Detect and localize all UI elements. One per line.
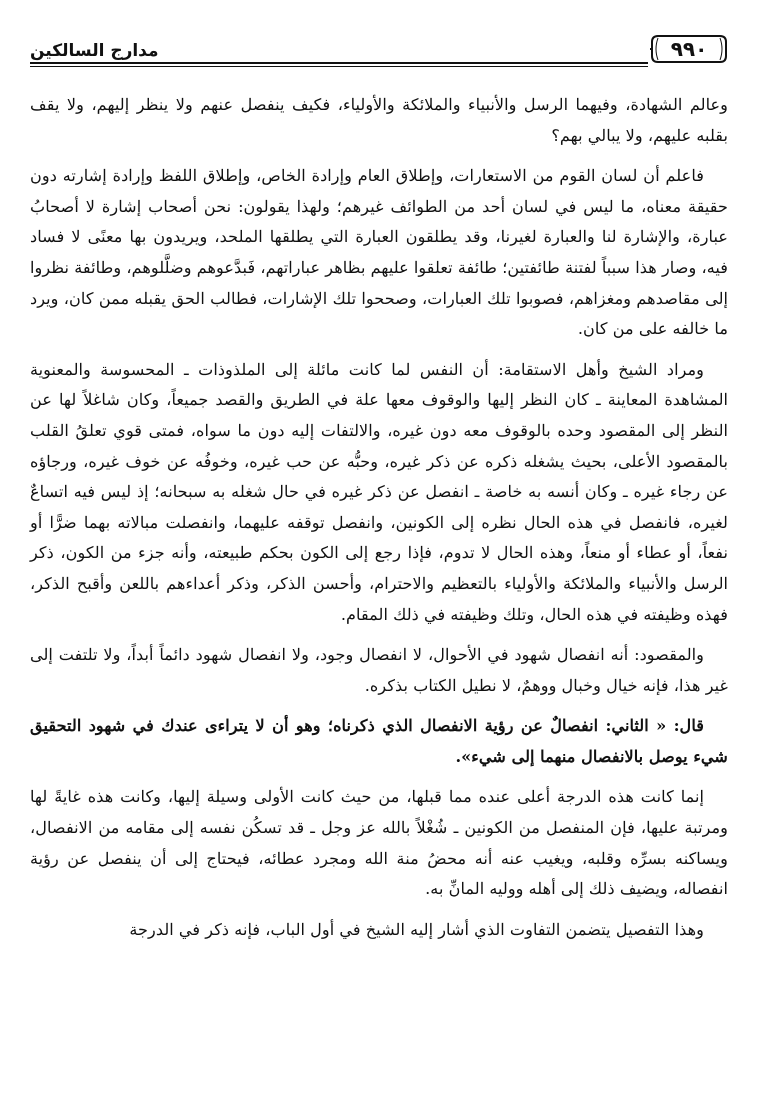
- body-text: [30, 90, 728, 955]
- running-title: مدارج السالكين: [30, 41, 159, 61]
- page-number-frame: [650, 34, 728, 64]
- paragraph: إنما كانت هذه الدرجة أعلى عنده مما قبلها، من حيث كانت الأولى وسيلة إليها، وكانت هذه غايةً لها ومرتبة عليها، فإن المنفصل من الكونين ـ شُغْلاً بالله عز وجل ـ قد تسكُن نفسه إلى مقامه من الانفصال، ويساكنه بسرِّه وقلبه، ويغيب عنه أنه محضُ منة الله ومجرد عطائه، فيحتاج إلى أن ينفصل عن رؤية انفصاله، ويضيف ذلك إلى أهله ووليه المانِّ به.: [30, 787, 728, 899]
- paragraph: فاعلم أن لسان القوم من الاستعارات، وإطلاق العام وإرادة الخاص، وإطلاق اللفظ وإرادة إشارته دون حقيقة معناه، ما ليس في لسان أحد من الطوائف غيرهم؛ ولهذا يقولون: نحن أصحاب إشارة لا أصحابُ عبارة، والإشارة لنا والعبارة لغيرنا، وقد يطلقون العبارة التي يطلقها الملحد، ويريدون بها معنًى لا فساد فيه، وصار هذا سبباً لفتنة طائفتين؛ طائفة تعلقوا عليهم بظاهر عباراتهم، فَبدَّعوهم وضلَّلوهم، وطائفة نظروا إلى مقاصدهم ومغزاهم، فصوبوا تلك العبارات، وصححوا تلك الإشارات، فطالب الحق يقبله ممن كان، ويرد ما خالفه على من كان.: [30, 166, 729, 339]
- book-page: [30, 0, 728, 1117]
- header-rule: [30, 62, 648, 64]
- paragraph: والمقصود: أنه انفصال شهود في الأحوال، لا انفصال وجود، ولا انفصال شهود دائماً أبداً، ولا تلتفت إلى غير هذا، فإنه خيال وخبال ووهمٌ، لا نطيل الكتاب بذكره.: [30, 645, 728, 695]
- paragraph: وهذا التفصيل يتضمن التفاوت الذي أشار إليه الشيخ في أول الباب، فإنه ذكر في الدرجة: [129, 919, 704, 939]
- paragraph: ومراد الشيخ وأهل الاستقامة: أن النفس لما كانت مائلة إلى الملذوذات ـ المحسوسة والمعنوية المشاهدة المعاينة ـ كان النظر إليها والوقوف معها علة في الطريق والقصد جميعاً، وكان شاغلاً لها عن النظر إلى المقصود وحده بالوقوف معه دون غيره، والالتفات إليه دون ما سواه، فمتى قوي تعلقُ القلب بالمقصود الأعلى، بحيث يشغله ذكره عن ذكر غيره، وحبُّه عن حب غيره، وخوفُه عن خوف غيره، ورجاؤه عن رجاء غيره ـ وكان أنسه به خاصة ـ انفصل عن ذكر غيره في حال شغله به سبحانه؛ إذ ليس فيه اتساعٌ لغيره، فانفصل في هذه الحال نظره إلى الكونين، وانفصل توقفه عليهما، وانفصلت مبالاته بهما ضرًّا أو نفعاً، أو عطاء أو منعاً، وهذه الحال لا تدوم، فإذا رجع إلى الكون بحكم طبيعته، وأنه جزء من الكون، ذكر الرسل والأنبياء والملائكة والأولياء بالتعظيم والاحترام، وأحسن الذكر، وذكر أعداءهم باللعن وأقبح الذكر، فهذه وظيفته في هذه الحال، وتلك وظيفته في ذلك المقام.: [30, 359, 728, 624]
- quoted-paragraph: قال: « الثاني: انفصالٌ عن رؤية الانفصال الذي ذكرناه؛ وهو أن لا يتراءى عندك في شهود التحقيق شيء يوصل بالانفصال منهما إلى شيء».: [30, 716, 728, 766]
- page-number: ٩٩٠: [670, 37, 708, 61]
- page-header: [30, 32, 728, 76]
- header-rule-thin: [30, 66, 648, 67]
- paragraph: وعالم الشهادة، وفيهما الرسل والأنبياء والملائكة والأولياء، فكيف ينفصل عنهم ولا ينظر إليهم، ولا يقف بقلبه عليهم، ولا يبالي بهم؟: [30, 95, 728, 145]
